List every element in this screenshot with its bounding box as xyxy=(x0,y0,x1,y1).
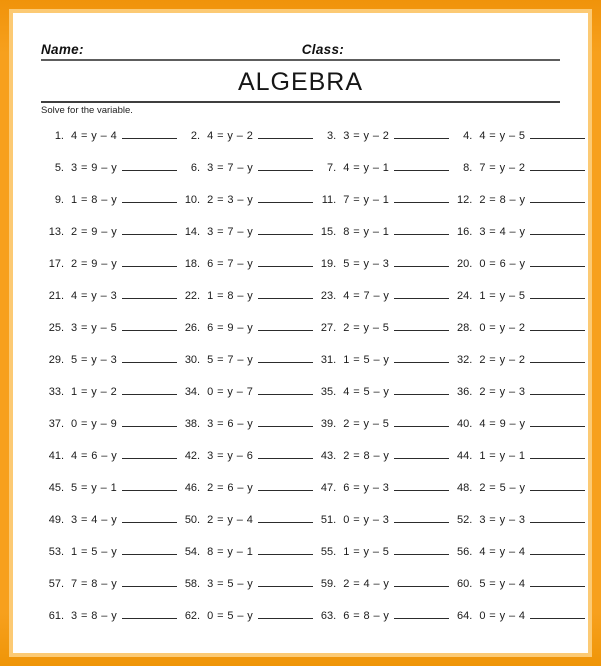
answer-blank xyxy=(394,394,449,395)
problem-equation: 1 = 5 – y xyxy=(343,354,390,366)
problem-cell xyxy=(313,600,449,632)
problem-equation: 3 = 5 – y xyxy=(207,578,254,590)
problem-equation: 4 = 5 – y xyxy=(343,386,390,398)
answer-blank xyxy=(122,266,177,267)
problem-number: 2. xyxy=(190,130,201,142)
answer-blank xyxy=(258,426,313,427)
problem-number: 59. xyxy=(320,578,337,590)
answer-blank xyxy=(394,170,449,171)
problem-number: 43. xyxy=(320,450,337,462)
problem-cell xyxy=(41,184,177,216)
problem-equation: 8 = y – 1 xyxy=(207,546,254,558)
worksheet-page xyxy=(13,13,588,653)
problem-cell xyxy=(313,568,449,600)
problem-number: 56. xyxy=(457,546,473,558)
problem-equation: 0 = y – 4 xyxy=(479,610,526,622)
problem-equation: 2 = 9 – y xyxy=(71,226,118,238)
answer-blank xyxy=(530,618,585,619)
problem-number: 15. xyxy=(320,226,337,238)
answer-blank xyxy=(394,586,449,587)
problem-cell xyxy=(177,152,313,184)
problem-number: 63. xyxy=(320,610,337,622)
answer-blank xyxy=(122,202,177,203)
problem-number: 37. xyxy=(48,418,64,430)
title-block xyxy=(41,68,560,103)
problem-number: 19. xyxy=(320,258,337,270)
problem-cell xyxy=(41,504,177,536)
problem-cell xyxy=(41,312,177,344)
problem-cell xyxy=(449,216,585,248)
answer-blank xyxy=(530,490,585,491)
problem-cell xyxy=(313,152,449,184)
problem-cell xyxy=(41,152,177,184)
answer-blank xyxy=(122,522,177,523)
problem-cell xyxy=(449,248,585,280)
problem-equation: 3 = 6 – y xyxy=(207,418,254,430)
problem-cell xyxy=(449,120,585,152)
problem-cell xyxy=(449,536,585,568)
problem-cell xyxy=(41,120,177,152)
problem-equation: 3 = y – 3 xyxy=(479,514,526,526)
instructions-text: Solve for the variable. xyxy=(41,105,133,116)
problem-equation: 3 = 4 – y xyxy=(71,514,118,526)
problem-cell xyxy=(41,440,177,472)
problem-cell xyxy=(313,440,449,472)
problem-equation: 4 = y – 4 xyxy=(71,130,118,142)
answer-blank xyxy=(258,522,313,523)
problem-number: 10. xyxy=(184,194,201,206)
problem-cell xyxy=(449,280,585,312)
problem-cell xyxy=(41,472,177,504)
problem-number: 20. xyxy=(457,258,473,270)
problem-cell xyxy=(449,184,585,216)
problem-number: 64. xyxy=(457,610,473,622)
answer-blank xyxy=(530,170,585,171)
problem-number: 44. xyxy=(457,450,473,462)
answer-blank xyxy=(530,298,585,299)
problem-number: 21. xyxy=(48,290,64,302)
problem-number: 48. xyxy=(457,482,473,494)
problem-cell xyxy=(177,120,313,152)
problem-number: 38. xyxy=(184,418,201,430)
problem-cell xyxy=(449,376,585,408)
problem-equation: 6 = 9 – y xyxy=(207,322,254,334)
problem-equation: 5 = 7 – y xyxy=(207,354,254,366)
problem-number: 61. xyxy=(48,610,64,622)
problem-equation: 2 = 3 – y xyxy=(207,194,254,206)
problem-cell xyxy=(313,472,449,504)
problem-cell xyxy=(313,536,449,568)
answer-blank xyxy=(530,458,585,459)
problem-number: 34. xyxy=(184,386,201,398)
problem-equation: 2 = 9 – y xyxy=(71,258,118,270)
problem-cell xyxy=(449,408,585,440)
answer-blank xyxy=(258,458,313,459)
problem-number: 53. xyxy=(48,546,64,558)
problem-number: 16. xyxy=(457,226,473,238)
problem-cell xyxy=(449,312,585,344)
problem-equation: 3 = y – 6 xyxy=(207,450,254,462)
problem-number: 14. xyxy=(184,226,201,238)
problem-equation: 5 = y – 1 xyxy=(71,482,118,494)
problem-equation: 4 = y – 2 xyxy=(207,130,254,142)
problem-cell xyxy=(41,344,177,376)
problem-number: 22. xyxy=(184,290,201,302)
problem-equation: 5 = y – 3 xyxy=(71,354,118,366)
answer-blank xyxy=(530,202,585,203)
problem-number: 47. xyxy=(320,482,337,494)
problem-cell xyxy=(177,344,313,376)
answer-blank xyxy=(394,362,449,363)
problem-equation: 0 = y – 2 xyxy=(479,322,526,334)
problem-equation: 1 = 5 – y xyxy=(71,546,118,558)
problem-number: 42. xyxy=(184,450,201,462)
problem-number: 50. xyxy=(184,514,201,526)
answer-blank xyxy=(258,266,313,267)
problem-equation: 4 = y – 4 xyxy=(479,546,526,558)
problem-cell xyxy=(449,152,585,184)
problem-equation: 6 = y – 3 xyxy=(343,482,390,494)
problem-cell xyxy=(313,184,449,216)
answer-blank xyxy=(394,458,449,459)
answer-blank xyxy=(258,554,313,555)
problem-equation: 4 = y – 1 xyxy=(343,162,390,174)
problem-number: 1. xyxy=(54,130,64,142)
answer-blank xyxy=(394,554,449,555)
problem-number: 3. xyxy=(327,130,337,142)
answer-blank xyxy=(530,554,585,555)
answer-blank xyxy=(394,618,449,619)
problem-number: 31. xyxy=(320,354,337,366)
problem-equation: 4 = 7 – y xyxy=(343,290,390,302)
problem-cell xyxy=(177,568,313,600)
problem-cell xyxy=(177,408,313,440)
answer-blank xyxy=(258,138,313,139)
problem-equation: 3 = y – 2 xyxy=(343,130,390,142)
problem-number: 17. xyxy=(48,258,64,270)
name-class-header xyxy=(41,42,560,61)
problem-cell xyxy=(41,280,177,312)
class-label: Class: xyxy=(301,42,345,57)
problem-number: 46. xyxy=(184,482,201,494)
problem-number: 60. xyxy=(457,578,473,590)
problem-cell xyxy=(313,504,449,536)
answer-blank xyxy=(530,234,585,235)
problem-number: 40. xyxy=(457,418,473,430)
answer-blank xyxy=(258,490,313,491)
answer-blank xyxy=(122,362,177,363)
name-label: Name: xyxy=(41,42,84,57)
answer-blank xyxy=(122,554,177,555)
problem-number: 45. xyxy=(48,482,64,494)
problem-equation: 3 = 7 – y xyxy=(207,162,254,174)
problem-cell xyxy=(41,568,177,600)
problem-number: 36. xyxy=(457,386,473,398)
problem-number: 26. xyxy=(184,322,201,334)
problem-cell xyxy=(177,376,313,408)
answer-blank xyxy=(258,170,313,171)
problem-cell xyxy=(313,344,449,376)
problem-cell xyxy=(177,280,313,312)
problem-equation: 2 = y – 3 xyxy=(479,386,526,398)
answer-blank xyxy=(394,522,449,523)
problem-number: 23. xyxy=(320,290,337,302)
answer-blank xyxy=(122,298,177,299)
problem-number: 7. xyxy=(327,162,337,174)
problem-number: 24. xyxy=(457,290,473,302)
problem-number: 27. xyxy=(320,322,337,334)
problem-cell xyxy=(313,312,449,344)
problem-equation: 3 = 8 – y xyxy=(71,610,118,622)
answer-blank xyxy=(258,618,313,619)
answer-blank xyxy=(122,490,177,491)
problem-equation: 2 = 6 – y xyxy=(207,482,254,494)
problem-cell xyxy=(41,600,177,632)
problem-equation: 4 = 6 – y xyxy=(71,450,118,462)
problem-equation: 2 = y – 4 xyxy=(207,514,254,526)
problem-number: 58. xyxy=(184,578,201,590)
problem-cell xyxy=(177,536,313,568)
answer-blank xyxy=(530,138,585,139)
problem-number: 25. xyxy=(48,322,64,334)
answer-blank xyxy=(394,202,449,203)
answer-blank xyxy=(122,586,177,587)
problem-grid xyxy=(41,120,560,632)
problem-cell xyxy=(177,504,313,536)
problem-cell xyxy=(313,120,449,152)
answer-blank xyxy=(258,362,313,363)
problem-cell xyxy=(313,216,449,248)
problem-equation: 1 = y – 5 xyxy=(479,290,526,302)
problem-number: 41. xyxy=(48,450,64,462)
answer-blank xyxy=(122,234,177,235)
problem-equation: 1 = 8 – y xyxy=(207,290,254,302)
problem-equation: 4 = 9 – y xyxy=(479,418,526,430)
problem-number: 29. xyxy=(48,354,64,366)
problem-equation: 3 = y – 5 xyxy=(71,322,118,334)
answer-blank xyxy=(122,426,177,427)
problem-equation: 0 = y – 9 xyxy=(71,418,118,430)
answer-blank xyxy=(258,394,313,395)
answer-blank xyxy=(122,330,177,331)
problem-equation: 0 = 6 – y xyxy=(479,258,526,270)
problem-cell xyxy=(41,536,177,568)
problem-equation: 7 = y – 2 xyxy=(479,162,526,174)
answer-blank xyxy=(122,138,177,139)
answer-blank xyxy=(258,202,313,203)
problem-cell xyxy=(313,280,449,312)
problem-equation: 3 = 4 – y xyxy=(479,226,526,238)
answer-blank xyxy=(530,266,585,267)
answer-blank xyxy=(122,618,177,619)
problem-equation: 2 = y – 2 xyxy=(479,354,526,366)
problem-number: 32. xyxy=(457,354,473,366)
problem-equation: 0 = y – 7 xyxy=(207,386,254,398)
answer-blank xyxy=(394,138,449,139)
problem-number: 62. xyxy=(184,610,201,622)
problem-equation: 6 = 7 – y xyxy=(207,258,254,270)
problem-cell xyxy=(177,248,313,280)
page-title: ALGEBRA xyxy=(237,68,364,96)
problem-number: 35. xyxy=(320,386,337,398)
problem-equation: 2 = 8 – y xyxy=(479,194,526,206)
problem-equation: 2 = y – 5 xyxy=(343,322,390,334)
problem-equation: 6 = 8 – y xyxy=(343,610,390,622)
problem-equation: 5 = y – 4 xyxy=(479,578,526,590)
problem-number: 30. xyxy=(184,354,201,366)
problem-equation: 2 = 5 – y xyxy=(479,482,526,494)
problem-number: 55. xyxy=(320,546,337,558)
problem-cell xyxy=(177,600,313,632)
problem-equation: 2 = 8 – y xyxy=(343,450,390,462)
problem-equation: 5 = y – 3 xyxy=(343,258,390,270)
problem-cell xyxy=(41,248,177,280)
problem-equation: 3 = 7 – y xyxy=(207,226,254,238)
problem-equation: 7 = 8 – y xyxy=(71,578,118,590)
problem-cell xyxy=(177,472,313,504)
problem-cell xyxy=(313,248,449,280)
problem-number: 8. xyxy=(463,162,473,174)
problem-cell xyxy=(449,600,585,632)
problem-number: 54. xyxy=(184,546,201,558)
problem-equation: 1 = y – 2 xyxy=(71,386,118,398)
answer-blank xyxy=(394,426,449,427)
problem-cell xyxy=(313,376,449,408)
problem-equation: 7 = y – 1 xyxy=(343,194,390,206)
problem-number: 4. xyxy=(463,130,473,142)
problem-number: 6. xyxy=(190,162,201,174)
problem-equation: 0 = 5 – y xyxy=(207,610,254,622)
problem-equation: 2 = 4 – y xyxy=(343,578,390,590)
answer-blank xyxy=(530,362,585,363)
problem-number: 33. xyxy=(48,386,64,398)
answer-blank xyxy=(394,490,449,491)
problem-cell xyxy=(449,344,585,376)
answer-blank xyxy=(122,458,177,459)
problem-equation: 4 = y – 5 xyxy=(479,130,526,142)
problem-cell xyxy=(449,504,585,536)
problem-cell xyxy=(177,440,313,472)
problem-equation: 2 = y – 5 xyxy=(343,418,390,430)
answer-blank xyxy=(394,234,449,235)
problem-cell xyxy=(177,216,313,248)
problem-cell xyxy=(41,376,177,408)
problem-equation: 1 = y – 1 xyxy=(479,450,526,462)
problem-equation: 8 = y – 1 xyxy=(343,226,390,238)
problem-equation: 4 = y – 3 xyxy=(71,290,118,302)
problem-cell xyxy=(449,472,585,504)
answer-blank xyxy=(258,330,313,331)
problem-number: 52. xyxy=(457,514,473,526)
answer-blank xyxy=(258,234,313,235)
answer-blank xyxy=(122,394,177,395)
problem-number: 51. xyxy=(320,514,337,526)
problem-equation: 0 = y – 3 xyxy=(343,514,390,526)
answer-blank xyxy=(530,586,585,587)
problem-cell xyxy=(449,440,585,472)
answer-blank xyxy=(530,522,585,523)
problem-number: 49. xyxy=(48,514,64,526)
problem-number: 11. xyxy=(321,194,337,206)
answer-blank xyxy=(394,298,449,299)
problem-equation: 1 = y – 5 xyxy=(343,546,390,558)
answer-blank xyxy=(122,170,177,171)
answer-blank xyxy=(530,426,585,427)
problem-cell xyxy=(41,408,177,440)
problem-number: 13. xyxy=(48,226,64,238)
answer-blank xyxy=(530,394,585,395)
problem-cell xyxy=(177,184,313,216)
problem-cell xyxy=(449,568,585,600)
answer-blank xyxy=(394,266,449,267)
problem-cell xyxy=(313,408,449,440)
problem-number: 57. xyxy=(48,578,64,590)
problem-equation: 1 = 8 – y xyxy=(71,194,118,206)
problem-number: 5. xyxy=(54,162,64,174)
problem-cell xyxy=(177,312,313,344)
problem-cell xyxy=(41,216,177,248)
problem-number: 39. xyxy=(320,418,337,430)
problem-number: 12. xyxy=(457,194,473,206)
answer-blank xyxy=(258,298,313,299)
answer-blank xyxy=(394,330,449,331)
problem-number: 18. xyxy=(184,258,201,270)
answer-blank xyxy=(530,330,585,331)
problem-equation: 3 = 9 – y xyxy=(71,162,118,174)
answer-blank xyxy=(258,586,313,587)
problem-number: 28. xyxy=(457,322,473,334)
problem-number: 9. xyxy=(54,194,64,206)
